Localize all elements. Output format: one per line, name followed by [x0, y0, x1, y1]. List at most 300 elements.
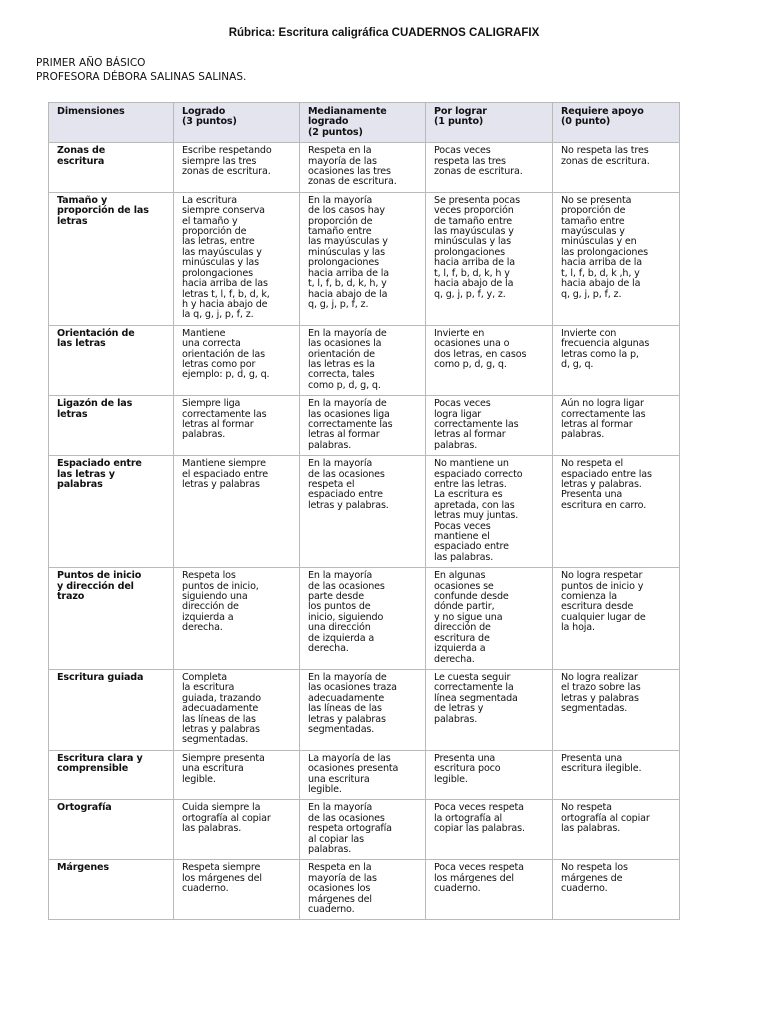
cell-line: Poca veces respeta — [434, 862, 524, 874]
cell-line: prolongaciones — [434, 246, 505, 258]
table-row — [49, 800, 680, 860]
cell-line: proporción de — [561, 205, 626, 217]
column-header — [49, 103, 174, 143]
cell-line: letras — [57, 408, 88, 420]
cell-line: Mantiene siempre — [182, 458, 266, 470]
cell-line: veces proporción — [434, 205, 514, 217]
document-meta — [36, 56, 246, 84]
cell-line: cuaderno. — [434, 883, 481, 895]
cell-line: ocasiones se — [434, 580, 494, 592]
cell-line: letras al formar — [434, 429, 506, 441]
cell-line: ocasiones los — [308, 883, 371, 895]
cell-line: Respeta los — [182, 570, 236, 582]
cell-line: zonas de escritura. — [308, 176, 397, 188]
cell-line: respeta las tres — [434, 155, 506, 167]
cell-line: En la mayoría — [308, 802, 373, 814]
cell-line: cuaderno. — [182, 883, 229, 895]
cell-line: dirección de — [434, 622, 491, 634]
cell-line: derecha. — [434, 653, 475, 665]
cell-line: Zonas de — [57, 145, 106, 157]
criteria-cell — [174, 669, 300, 750]
criteria-cell — [174, 192, 300, 325]
cell-line: derecha. — [308, 643, 349, 655]
cell-line: zonas de escritura. — [434, 166, 523, 178]
cell-line: adecuadamente — [308, 692, 385, 704]
cell-line: las prolongaciones — [561, 246, 648, 258]
cell-line: h y hacia abajo de — [182, 298, 268, 310]
cell-line: zonas de escritura. — [182, 166, 271, 178]
cell-line: Invierte con — [561, 327, 617, 339]
cell-line: confunde desde — [434, 591, 509, 603]
cell-line: orientación de las — [182, 348, 265, 360]
cell-line: minúsculas y las — [308, 246, 385, 258]
cell-line: hacia arriba de las — [182, 278, 268, 290]
cell-line: guiada, trazando — [182, 692, 261, 704]
cell-line: cuaderno. — [561, 883, 608, 895]
cell-line: entre las letras. — [434, 479, 507, 490]
cell-line: proporción de — [308, 215, 373, 227]
cell-line: letras y palabras. — [561, 479, 642, 490]
cell-line: respeta el — [308, 479, 355, 490]
cell-line: derecha. — [182, 622, 223, 634]
table-row — [49, 325, 680, 395]
cell-line: ocasiones las tres — [308, 166, 391, 178]
criteria-cell — [300, 860, 426, 920]
dimension-cell — [49, 750, 174, 800]
cell-line: de letras y — [434, 703, 484, 715]
cell-line: t, l, f, b, d, k ,h, y — [561, 267, 640, 279]
dimension-cell — [49, 800, 174, 860]
cell-line: minúsculas y en — [561, 236, 637, 248]
cell-line: adecuadamente — [182, 703, 259, 715]
cell-line: letras muy juntas. — [434, 510, 519, 522]
cell-line: una escritura — [308, 773, 370, 785]
cell-line: letras y palabras — [182, 723, 260, 735]
cell-line: Presenta una — [434, 752, 496, 764]
criteria-cell — [300, 669, 426, 750]
cell-line: mayoría de las — [308, 155, 377, 167]
cell-line: palabras. — [308, 439, 352, 451]
cell-line: Dimensiones — [57, 106, 125, 117]
cell-line: las mayúsculas y — [308, 236, 388, 248]
criteria-cell — [553, 800, 680, 860]
cell-line: puntos de inicio y — [561, 580, 644, 592]
cell-line: línea segmentada — [434, 692, 518, 704]
table-row — [49, 143, 680, 193]
criteria-cell — [426, 800, 553, 860]
cell-line: cualquier lugar de — [561, 611, 646, 623]
cell-line: siempre conserva — [182, 205, 265, 217]
cell-line: letras como la p, — [561, 348, 639, 360]
cell-line: comprensible — [57, 763, 129, 775]
cell-line: trazo — [57, 591, 85, 603]
cell-line: palabras — [57, 479, 103, 490]
cell-line: No respeta los — [561, 862, 628, 874]
cell-line: No respeta el — [561, 458, 624, 470]
cell-line: Cuida siempre la — [182, 802, 261, 814]
criteria-cell — [553, 325, 680, 395]
cell-line: Márgenes — [57, 862, 109, 874]
cell-line: mayúsculas y — [561, 226, 625, 238]
cell-line: Respeta en la — [308, 145, 372, 157]
dimension-cell — [49, 143, 174, 193]
cell-line: Siempre presenta — [182, 752, 265, 764]
cell-line: al copiar las — [308, 833, 364, 845]
cell-line: (2 puntos) — [308, 126, 363, 138]
cell-line: hacia arriba de la — [561, 257, 642, 269]
cell-line: q, g, j, p, f, y, z. — [434, 288, 506, 300]
criteria-cell — [553, 860, 680, 920]
cell-line: ortografía al copiar — [182, 812, 271, 824]
cell-line: correcta, tales — [308, 369, 375, 381]
cell-line: espaciado correcto — [434, 468, 523, 480]
rubric-header — [49, 103, 680, 143]
cell-line: izquierda a — [182, 611, 234, 623]
criteria-cell — [426, 568, 553, 670]
criteria-cell — [300, 192, 426, 325]
cell-line: minúsculas y las — [434, 236, 511, 248]
cell-line: letras t, l, f, b, d, k, — [182, 288, 270, 300]
criteria-cell — [300, 456, 426, 568]
cell-line: q, g, j, p, f, z. — [308, 298, 369, 310]
cell-line: correctamente las — [308, 418, 393, 430]
cell-line: En algunas — [434, 570, 486, 582]
cell-line: escritura ilegible. — [561, 763, 642, 775]
cell-line: Presenta una — [561, 489, 623, 501]
cell-line: las letras y — [57, 468, 115, 480]
cell-line: palabras. — [182, 429, 226, 441]
cell-line: una correcta — [182, 338, 241, 350]
criteria-cell — [300, 800, 426, 860]
criteria-cell — [174, 456, 300, 568]
cell-line: No respeta las tres — [561, 145, 649, 157]
table-row — [49, 456, 680, 568]
cell-line: En la mayoría — [308, 570, 373, 582]
cell-line: una dirección — [308, 622, 371, 634]
cell-line: ocasiones una o — [434, 338, 510, 350]
cell-line: No logra respetar — [561, 570, 643, 582]
criteria-cell — [174, 568, 300, 670]
cell-line: tamaño entre — [561, 215, 625, 227]
column-header — [553, 103, 680, 143]
criteria-cell — [300, 568, 426, 670]
cell-line: escritura de — [434, 632, 490, 644]
cell-line: No mantiene un — [434, 458, 509, 470]
criteria-cell — [300, 143, 426, 193]
cell-line: como p, d, g, q. — [308, 379, 381, 391]
cell-line: mantiene el — [434, 531, 490, 543]
cell-line: las ocasiones la — [308, 338, 382, 350]
cell-line: No respeta — [561, 802, 612, 814]
cell-line: Ortografía — [57, 802, 112, 814]
cell-line: Pocas veces — [434, 145, 491, 157]
cell-line: parte desde — [308, 591, 364, 603]
table-row — [49, 860, 680, 920]
cell-line: palabras. — [561, 429, 605, 441]
criteria-cell — [300, 750, 426, 800]
cell-line: el trazo sobre las — [561, 682, 641, 694]
criteria-cell — [553, 750, 680, 800]
cell-line: inicio, siguiendo — [308, 611, 384, 623]
cell-line: No logra realizar — [561, 671, 638, 683]
cell-line: proporción de las — [57, 205, 149, 217]
cell-line: t, l, f, b, d, k, h, y — [308, 278, 387, 290]
rubric-body — [49, 143, 680, 920]
criteria-cell — [553, 396, 680, 456]
cell-line: las palabras. — [561, 823, 621, 835]
cell-line: escritura en carro. — [561, 499, 647, 511]
criteria-cell — [174, 800, 300, 860]
cell-line: las letras, entre — [182, 236, 255, 248]
cell-line: las letras es la — [308, 358, 375, 370]
cell-line: espaciado entre las — [561, 468, 652, 480]
cell-line: como p, d, g, q. — [434, 358, 507, 370]
cell-line: el tamaño y — [182, 215, 238, 227]
cell-line: Se presenta pocas — [434, 194, 521, 206]
cell-line: legible. — [308, 783, 342, 795]
cell-line: (1 punto) — [434, 116, 484, 128]
cell-line: izquierda a — [434, 643, 486, 655]
cell-line: Pocas veces — [434, 520, 491, 532]
cell-line: zonas de escritura. — [561, 155, 650, 167]
cell-line: puntos de inicio, — [182, 580, 259, 592]
cell-line: En la mayoría — [308, 458, 373, 470]
cell-line: Presenta una — [561, 752, 623, 764]
cell-line: una escritura — [182, 763, 244, 775]
cell-line: Le cuesta seguir — [434, 671, 511, 683]
cell-line: (0 punto) — [561, 116, 611, 128]
criteria-cell — [174, 396, 300, 456]
cell-line: las palabras. — [434, 551, 494, 563]
cell-line: La escritura es — [434, 489, 503, 501]
criteria-cell — [174, 325, 300, 395]
criteria-cell — [174, 143, 300, 193]
cell-line: frecuencia algunas — [561, 338, 650, 350]
criteria-cell — [553, 456, 680, 568]
header-row — [49, 103, 680, 143]
cell-line: la hoja. — [561, 622, 595, 634]
cell-line: En la mayoría de — [308, 398, 387, 410]
cell-line: letras y palabras — [561, 692, 639, 704]
cell-line: letras al formar — [561, 418, 633, 430]
cell-line: Poca veces respeta — [434, 802, 524, 814]
cell-line: hacia abajo de la — [434, 278, 514, 290]
rubric-table — [48, 102, 680, 920]
table-row — [49, 396, 680, 456]
cell-line: cuaderno. — [308, 904, 355, 916]
cell-line: Medianamente — [308, 106, 387, 117]
cell-line: letras y palabras — [182, 479, 260, 490]
criteria-cell — [426, 860, 553, 920]
dimension-cell — [49, 568, 174, 670]
cell-line: las ocasiones liga — [308, 408, 390, 420]
cell-line: correctamente las — [561, 408, 646, 420]
cell-line: Escribe respetando — [182, 145, 272, 157]
table-row — [49, 750, 680, 800]
cell-line: escritura poco — [434, 763, 501, 775]
cell-line: correctamente las — [182, 408, 267, 420]
cell-line: letras al formar — [182, 418, 254, 430]
document-title: Rúbrica: Escritura caligráfica CUADERNOS CALIGRAFIX — [228, 27, 540, 39]
column-header — [174, 103, 300, 143]
cell-line: Pocas veces — [434, 398, 491, 410]
cell-line: En la mayoría de — [308, 671, 387, 683]
cell-line: palabras. — [434, 713, 478, 725]
cell-line: de izquierda a — [308, 632, 375, 644]
cell-line: las letras — [57, 338, 106, 350]
cell-line: los márgenes del — [182, 872, 262, 884]
cell-line: Logrado — [182, 106, 226, 117]
cell-line: espaciado entre — [434, 541, 509, 553]
cell-line: palabras. — [434, 439, 478, 451]
cell-line: de las ocasiones — [308, 580, 385, 592]
criteria-cell — [553, 192, 680, 325]
cell-line: copiar las palabras. — [434, 823, 525, 835]
cell-line: minúsculas y las — [182, 257, 259, 269]
cell-line: Aún no logra ligar — [561, 398, 644, 410]
criteria-cell — [174, 750, 300, 800]
criteria-cell — [426, 669, 553, 750]
cell-line: (3 puntos) — [182, 116, 237, 128]
cell-line: y no sigue una — [434, 611, 503, 623]
cell-line: las palabras. — [182, 823, 242, 835]
cell-line: espaciado entre — [308, 489, 383, 501]
cell-line: márgenes del — [308, 893, 372, 905]
cell-line: letras como por — [182, 358, 256, 370]
cell-line: Espaciado entre — [57, 458, 142, 470]
cell-line: de los casos hay — [308, 205, 385, 217]
cell-line: de tamaño entre — [434, 215, 513, 227]
table-row — [49, 568, 680, 670]
cell-line: d, g, q. — [561, 358, 594, 370]
cell-line: apretada, con las — [434, 499, 515, 511]
criteria-cell — [174, 860, 300, 920]
cell-line: prolongaciones — [308, 257, 379, 269]
criteria-cell — [553, 568, 680, 670]
cell-line: segmentadas. — [308, 723, 375, 735]
dimension-cell — [49, 192, 174, 325]
cell-line: márgenes de — [561, 872, 623, 884]
column-header — [300, 103, 426, 143]
dimension-cell — [49, 669, 174, 750]
cell-line: escritura — [57, 155, 105, 167]
cell-line: palabras. — [308, 844, 352, 855]
criteria-cell — [426, 325, 553, 395]
cell-line: segmentadas. — [561, 703, 628, 715]
cell-line: En la mayoría — [308, 194, 373, 206]
cell-line: las mayúsculas y — [182, 246, 262, 258]
cell-line: hacia abajo de la — [308, 288, 388, 300]
grade-level: PRIMER AÑO BÁSICO — [36, 57, 146, 69]
criteria-cell — [300, 396, 426, 456]
cell-line: Completa — [182, 671, 228, 683]
cell-line: dirección de — [182, 601, 239, 613]
criteria-cell — [426, 192, 553, 325]
criteria-cell — [426, 396, 553, 456]
cell-line: los márgenes del — [434, 872, 514, 884]
table-row — [49, 192, 680, 325]
cell-line: logra ligar — [434, 408, 482, 420]
cell-line: tamaño entre — [308, 226, 372, 238]
cell-line: hacia arriba de la — [434, 257, 515, 269]
criteria-cell — [426, 750, 553, 800]
cell-line: las ocasiones traza — [308, 682, 397, 694]
cell-line: correctamente las — [434, 418, 519, 430]
cell-line: letras y palabras. — [308, 499, 389, 511]
cell-line: Escritura guiada — [57, 671, 144, 683]
cell-line: Ligazón de las — [57, 398, 133, 410]
cell-line: mayoría de las — [308, 872, 377, 884]
cell-line: el espaciado entre — [182, 468, 268, 480]
cell-line: ortografía al copiar — [561, 812, 650, 824]
cell-line: la q, g, j, p, f, z. — [182, 309, 254, 321]
cell-line: las líneas de las — [308, 703, 382, 715]
cell-line: dos letras, en casos — [434, 348, 527, 360]
criteria-cell — [300, 325, 426, 395]
cell-line: En la mayoría de — [308, 327, 387, 339]
cell-line: los puntos de — [308, 601, 371, 613]
cell-line: respeta ortografía — [308, 823, 392, 835]
criteria-cell — [553, 143, 680, 193]
criteria-cell — [426, 143, 553, 193]
cell-line: Respeta en la — [308, 862, 372, 874]
cell-line: letras y palabras — [308, 713, 386, 725]
cell-line: escritura desde — [561, 601, 634, 613]
cell-line: Respeta siempre — [182, 862, 261, 874]
cell-line: La mayoría de las — [308, 752, 391, 764]
cell-line: dónde partir, — [434, 601, 495, 613]
cell-line: prolongaciones — [182, 267, 253, 279]
cell-line: letras al formar — [308, 429, 380, 441]
cell-line: logrado — [308, 116, 349, 128]
cell-line: la escritura — [182, 682, 235, 694]
cell-line: de las ocasiones — [308, 812, 385, 824]
cell-line: legible. — [434, 773, 468, 785]
cell-line: de las ocasiones — [308, 468, 385, 480]
cell-line: siguiendo una — [182, 591, 248, 603]
criteria-cell — [553, 669, 680, 750]
cell-line: comienza la — [561, 591, 617, 603]
cell-line: segmentadas. — [182, 734, 249, 746]
dimension-cell — [49, 325, 174, 395]
column-header — [426, 103, 553, 143]
dimension-cell — [49, 396, 174, 456]
cell-line: Tamaño y — [57, 194, 108, 206]
cell-line: t, l, f, b, d, k, h y — [434, 267, 510, 279]
cell-line: La escritura — [182, 194, 237, 206]
cell-line: orientación de — [308, 348, 375, 360]
cell-line: ocasiones presenta — [308, 763, 399, 775]
cell-line: Orientación de — [57, 327, 135, 339]
cell-line: proporción de — [182, 226, 247, 238]
cell-line: letras — [57, 215, 88, 227]
cell-line: Por lograr — [434, 106, 487, 117]
cell-line: Mantiene — [182, 327, 226, 339]
cell-line: las mayúsculas y — [434, 226, 514, 238]
teacher-name: PROFESORA DÉBORA SALINAS SALINAS. — [36, 71, 247, 83]
cell-line: correctamente la — [434, 682, 514, 694]
dimension-cell — [49, 860, 174, 920]
cell-line: No se presenta — [561, 194, 632, 206]
cell-line: hacia abajo de la — [561, 278, 641, 290]
cell-line: ejemplo: p, d, g, q. — [182, 369, 270, 381]
dimension-cell — [49, 456, 174, 568]
criteria-cell — [426, 456, 553, 568]
cell-line: legible. — [182, 773, 216, 785]
cell-line: Requiere apoyo — [561, 106, 644, 117]
cell-line: hacia arriba de la — [308, 267, 389, 279]
cell-line: Invierte en — [434, 327, 485, 339]
